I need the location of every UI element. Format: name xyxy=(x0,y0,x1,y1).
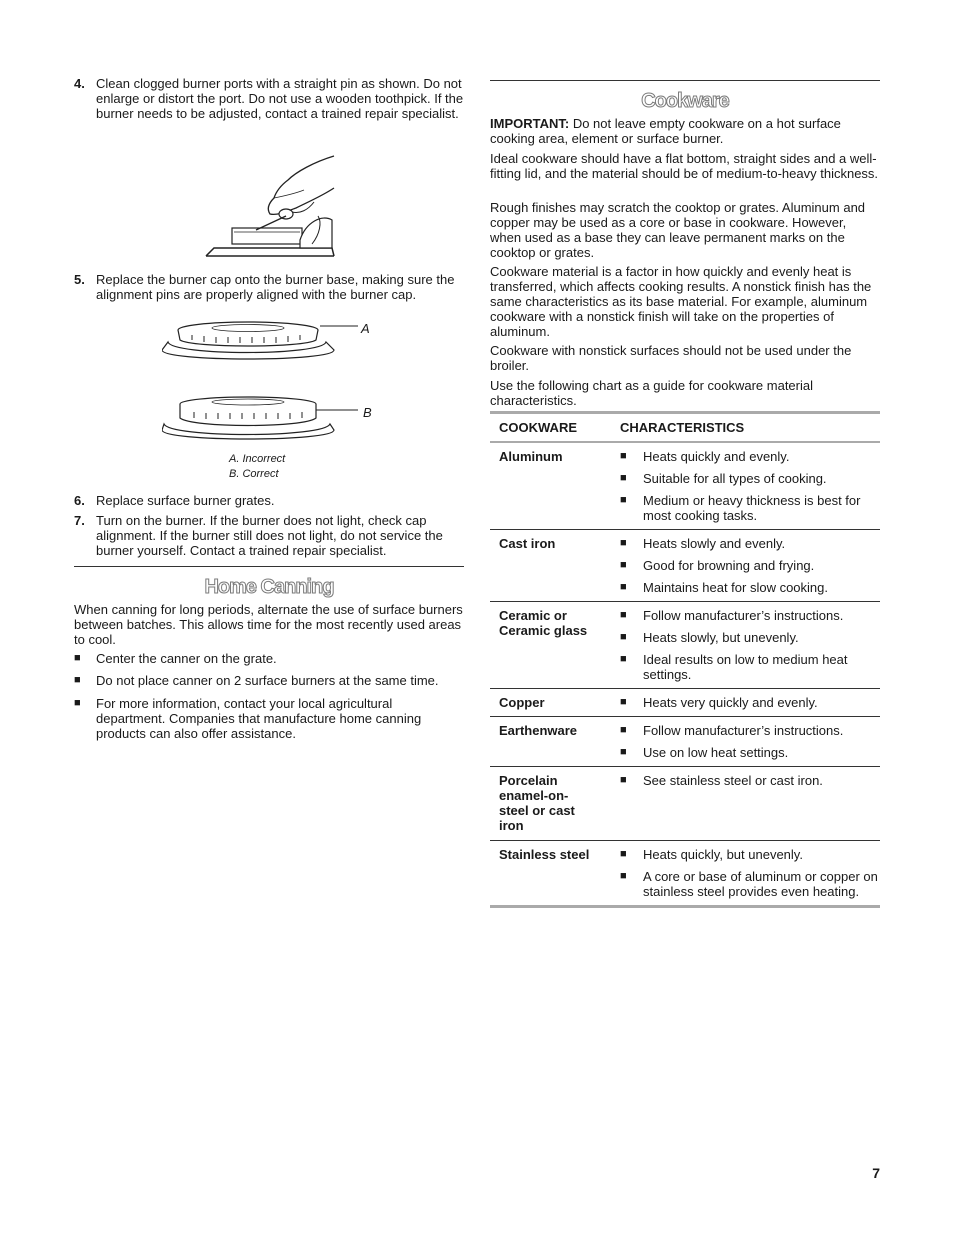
section-divider xyxy=(490,80,880,81)
table-row xyxy=(490,602,880,688)
cookware-paragraph: Ideal cookware should have a flat bottom, straight sides and a well-fitting lid, and the material should be of medium-to-heavy thickness. xyxy=(490,151,879,181)
bullet-icon: ■ xyxy=(74,674,81,686)
figure-label-b: B xyxy=(363,405,372,420)
step-4 xyxy=(74,76,464,121)
bullet-icon: ■ xyxy=(74,697,81,709)
characteristic-cell: Heats very quickly and evenly. xyxy=(643,695,818,710)
figure-label-a: A xyxy=(361,321,370,336)
bullet-icon: ■ xyxy=(620,870,627,882)
bullet-icon: ■ xyxy=(620,653,627,665)
important-note xyxy=(490,116,880,146)
characteristic-cell: Good for browning and frying. xyxy=(643,558,815,573)
cookware-table xyxy=(490,411,880,908)
characteristic-cell: Heats slowly and evenly. xyxy=(643,536,786,551)
table-row xyxy=(490,443,880,529)
step-6 xyxy=(74,493,464,508)
table-row xyxy=(490,717,880,766)
material-cell: Stainless steel xyxy=(499,847,590,862)
material-cell: Aluminum xyxy=(499,449,563,464)
step-text: Replace the burner cap onto the burner base, making sure the alignment pins are properly aligned with the burner cap. xyxy=(96,272,455,302)
bullet-icon: ■ xyxy=(620,537,627,549)
table-row xyxy=(490,841,880,905)
characteristic-cell: Follow manufacturer’s instructions. xyxy=(643,723,844,738)
cookware-heading: Cookware xyxy=(641,90,729,112)
material-cell: Copper xyxy=(499,695,545,710)
bullet-icon: ■ xyxy=(620,774,627,786)
cookware-paragraph: Use the following chart as a guide for cookware material characteristics. xyxy=(490,378,813,408)
cookware-paragraph: Cookware with nonstick surfaces should not be used under the broiler. xyxy=(490,343,852,373)
step-7 xyxy=(74,513,464,558)
characteristic-cell: A core or base of aluminum or copper on stainless steel provides even heating. xyxy=(643,869,878,899)
bullet-icon: ■ xyxy=(620,746,627,758)
list-item: ■ For more information, contact your local agricultural department. Companies that manufacture home canning products can also offer assistance. xyxy=(74,696,422,741)
material-cell: Porcelain enamel-on-steel or cast iron xyxy=(499,773,575,833)
step-5 xyxy=(74,272,464,302)
list-item: ■ Do not place canner on 2 surface burners at the same time. xyxy=(74,673,439,688)
material-cell: Earthenware xyxy=(499,723,578,738)
bullet-icon: ■ xyxy=(74,652,81,664)
bullet-icon: ■ xyxy=(620,631,627,643)
header-cookware: COOKWARE xyxy=(499,420,577,435)
characteristic-cell: Heats quickly, but unevenly. xyxy=(643,847,803,862)
page-number: 7 xyxy=(872,1165,880,1181)
burner-cap-alignment-illustration xyxy=(162,312,382,442)
step-text: Turn on the burner. If the burner does not light, check cap alignment. If the burner still does not light, do not service the burner yourself. Contact a trained repair specialist. xyxy=(96,513,443,558)
step-text: Clean clogged burner ports with a straight pin as shown. Do not enlarge or distort the port. Do not use a wooden toothpick. If the burner needs to be adjusted, contact a trained repair specialist. xyxy=(96,76,464,121)
bullet-icon: ■ xyxy=(620,696,627,708)
figure-caption-a: A. Incorrect xyxy=(229,453,286,465)
burner-cap-a xyxy=(162,322,358,359)
characteristic-cell: Heats quickly and evenly. xyxy=(643,449,790,464)
table-header xyxy=(490,414,880,441)
table-row xyxy=(490,689,880,716)
burner-cleaning-illustration xyxy=(204,152,344,258)
important-text: Do not leave empty cookware on a hot surface cooking area, element or surface burner. xyxy=(490,116,841,146)
characteristic-cell: Heats slowly, but unevenly. xyxy=(643,630,799,645)
figure-caption-b: B. Correct xyxy=(229,468,279,480)
material-cell: Cast iron xyxy=(499,536,556,551)
home-canning-intro: When canning for long periods, alternate the use of surface burners between batches. This allows time for the most recently used areas to cool. xyxy=(74,602,463,647)
important-label: IMPORTANT: xyxy=(490,116,570,131)
cookware-paragraph: Rough finishes may scratch the cooktop or grates. Aluminum and copper may be used as a core or base in cookware. However, when used as a base they can leave permanent marks on the cooktop or grates. xyxy=(490,200,866,260)
characteristic-cell: Use on low heat settings. xyxy=(643,745,789,760)
list-item: ■ Center the canner on the grate. xyxy=(74,651,277,666)
bullet-icon: ■ xyxy=(620,609,627,621)
table-rule xyxy=(490,905,880,908)
bullet-icon: ■ xyxy=(620,472,627,484)
characteristic-cell: Suitable for all types of cooking. xyxy=(643,471,827,486)
step-number: 6. xyxy=(74,493,85,508)
table-row xyxy=(490,530,880,601)
table-row xyxy=(490,767,880,840)
bullet-icon: ■ xyxy=(620,559,627,571)
home-canning-heading: Home Canning xyxy=(204,576,334,598)
section-divider xyxy=(74,566,464,567)
bullet-icon: ■ xyxy=(620,848,627,860)
step-number: 7. xyxy=(74,513,85,528)
material-cell: Ceramic or Ceramic glass xyxy=(499,608,588,638)
bullet-icon: ■ xyxy=(620,494,627,506)
header-characteristics: CHARACTERISTICS xyxy=(620,420,745,435)
bullet-icon: ■ xyxy=(620,724,627,736)
characteristic-cell: Maintains heat for slow cooking. xyxy=(643,580,828,595)
step-text: Replace surface burner grates. xyxy=(96,493,275,508)
step-number: 5. xyxy=(74,272,85,287)
bullet-icon: ■ xyxy=(620,581,627,593)
burner-cap-b xyxy=(162,397,358,439)
step-number: 4. xyxy=(74,76,85,91)
characteristic-cell: See stainless steel or cast iron. xyxy=(643,773,823,788)
characteristic-cell: Ideal results on low to medium heat settings. xyxy=(643,652,848,682)
characteristic-cell: Medium or heavy thickness is best for most cooking tasks. xyxy=(643,493,861,523)
characteristic-cell: Follow manufacturer’s instructions. xyxy=(643,608,844,623)
bullet-icon: ■ xyxy=(620,450,627,462)
cookware-paragraph: Cookware material is a factor in how quickly and evenly heat is transferred, which affects cooking results. A nonstick finish has the same characteristics as its base material. For example, aluminum cookware with a nonstick finish will take on the properties of aluminum. xyxy=(490,264,872,339)
